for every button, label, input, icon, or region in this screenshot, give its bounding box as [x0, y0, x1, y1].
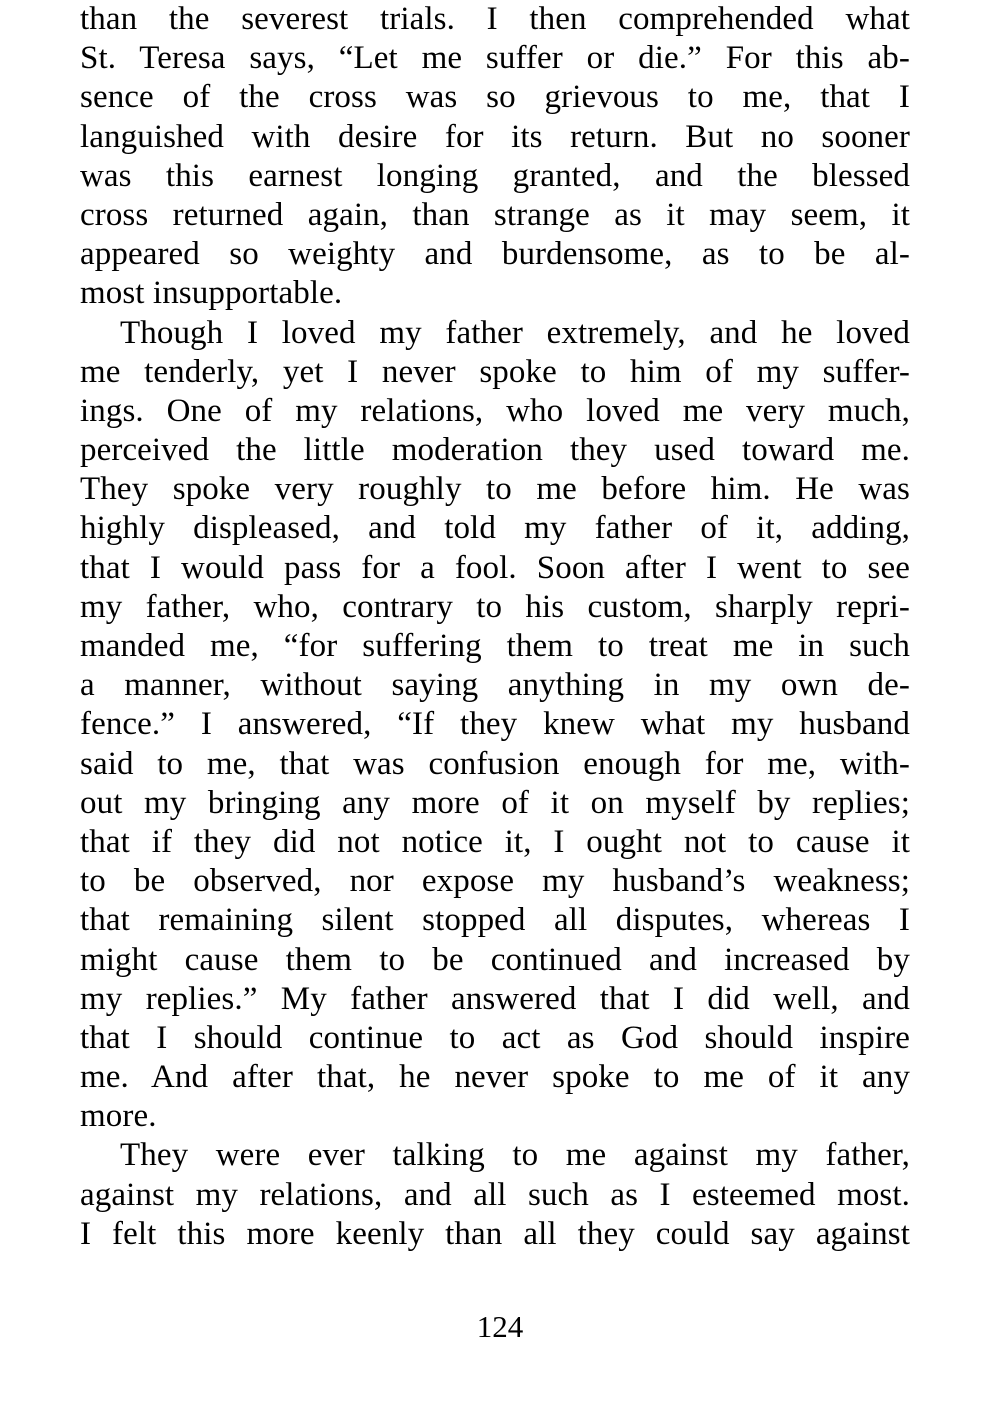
text-line: that remaining silent stopped all disputes, whereas I — [80, 902, 910, 939]
text-line: against my relations, and all such as I esteemed most. — [80, 1176, 910, 1213]
text-line: They spoke very roughly to me before him. He was — [80, 471, 910, 508]
text-line: cross returned again, than strange as it may seem, it — [80, 196, 910, 233]
body-text — [80, 0, 910, 1254]
text-line: perceived the little moderation they used toward me. — [80, 432, 910, 469]
text-line: They were ever talking to me against my father, — [120, 1137, 910, 1174]
text-line: more. — [80, 1098, 157, 1135]
text-line: languished with desire for its return. But no sooner — [80, 118, 910, 155]
text-line: out my bringing any more of it on myself by replies; — [80, 784, 910, 821]
text-line: I felt this more keenly than all they could say against — [80, 1215, 910, 1252]
text-line: that I would pass for a fool. Soon after I went to see — [80, 549, 910, 586]
text-line: said to me, that was confusion enough for me, with- — [80, 745, 910, 782]
text-line: my father, who, contrary to his custom, sharply repri- — [80, 588, 910, 625]
text-line: might cause them to be continued and increased by — [80, 941, 910, 978]
text-line: St. Teresa says, “Let me suffer or die.” For this ab- — [80, 40, 910, 77]
text-line: appeared so weighty and burdensome, as to be al- — [80, 236, 910, 273]
text-line: me tenderly, yet I never spoke to him of my suffer- — [80, 353, 910, 390]
text-line: my replies.” My father answered that I did well, and — [80, 980, 910, 1017]
text-line: Though I loved my father extremely, and he loved — [120, 314, 910, 351]
text-line: that if they did not notice it, I ought not to cause it — [80, 823, 910, 860]
text-line: to be observed, nor expose my husband’s weakness; — [80, 863, 910, 900]
text-line: fence.” I answered, “If they knew what my husband — [80, 706, 910, 743]
text-line: ings. One of my relations, who loved me very much, — [80, 392, 910, 429]
text-line: than the severest trials. I then comprehended what — [80, 1, 910, 37]
text-line: a manner, without saying anything in my own de- — [80, 667, 910, 704]
text-line: sence of the cross was so grievous to me, that I — [80, 79, 910, 116]
text-line: manded me, “for suffering them to treat me in such — [80, 628, 910, 664]
text-line: that I should continue to act as God should inspire — [80, 1019, 910, 1056]
page-number: 124 — [476, 1309, 524, 1344]
text-line: was this earnest longing granted, and the blessed — [80, 157, 910, 194]
text-line: most insupportable. — [80, 275, 343, 312]
text-line: highly displeased, and told my father of it, adding, — [80, 510, 910, 547]
text-line: me. And after that, he never spoke to me of it any — [80, 1059, 910, 1096]
